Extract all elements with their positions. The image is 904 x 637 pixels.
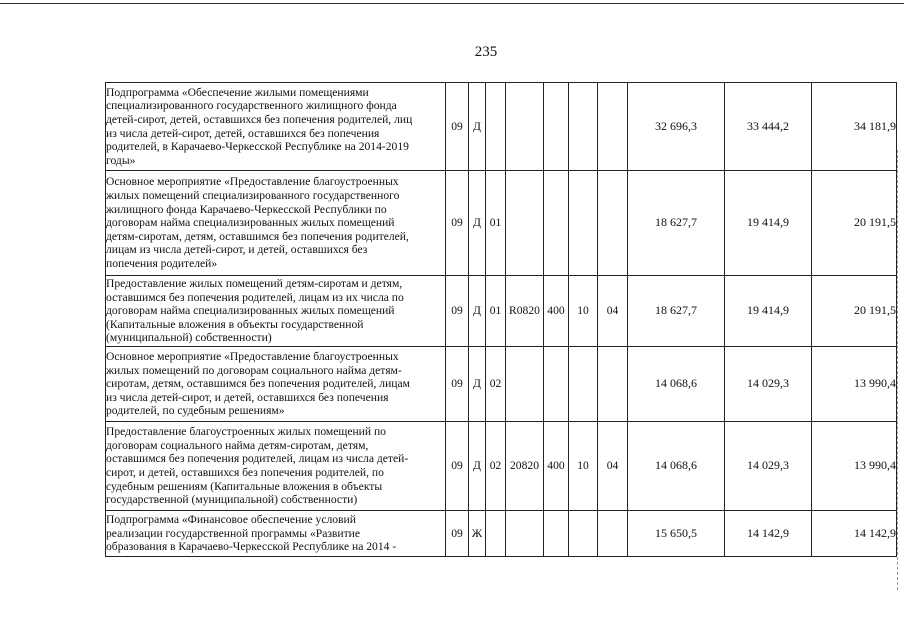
code-program: Д [469,276,486,347]
code-expense-type [544,171,569,276]
amount-year-1: 32 696,3 [628,83,725,171]
code-expense-type: 400 [544,276,569,347]
code-program: Д [469,83,486,171]
row-description: Предоставление жилых помещений детям-сиротам и детям, оставшимся без попечения родителей, лицам из их числа по договорам найма специализированных жилых помещений (Капитальные вложения в объекты государственной (муниципальной) собственности) [106,276,446,347]
amount-year-1: 14 068,6 [628,422,725,511]
code-activity [486,511,506,557]
amount-year-2: 14 029,3 [725,422,812,511]
code-direction: 20820 [506,422,544,511]
amount-year-1: 14 068,6 [628,347,725,422]
amount-year-2: 19 414,9 [725,276,812,347]
code-section: 10 [569,276,598,347]
code-direction [506,171,544,276]
amount-year-1: 18 627,7 [628,171,725,276]
code-direction: R0820 [506,276,544,347]
code-activity [486,83,506,171]
amount-year-3: 20 191,5 [812,171,897,276]
amount-year-3: 20 191,5 [812,276,897,347]
row-description: Предоставление благоустроенных жилых помещений по договорам социального найма детям-сиротам, детям, оставшимся без попечения родителей, лицам из числа детей- сирот, и детей, оставшихся без попечения родителей, по судебным решениям (Капитальные вложения в объекты государственной (муниципальной) собственности) [106,422,446,511]
code-ministry: 09 [446,83,469,171]
code-activity: 02 [486,347,506,422]
code-section [569,171,598,276]
amount-year-2: 14 142,9 [725,511,812,557]
code-direction [506,83,544,171]
code-section: 10 [569,422,598,511]
amount-year-2: 33 444,2 [725,83,812,171]
code-direction [506,511,544,557]
table-row [106,171,897,276]
page-edge-line [897,150,899,590]
top-rule [0,3,904,4]
table-row [106,347,897,422]
table-row [106,276,897,347]
code-ministry: 09 [446,511,469,557]
amount-year-2: 19 414,9 [725,171,812,276]
amount-year-3: 34 181,9 [812,83,897,171]
code-ministry: 09 [446,347,469,422]
code-program: Ж [469,511,486,557]
code-program: Д [469,422,486,511]
amount-year-2: 14 029,3 [725,347,812,422]
code-expense-type: 400 [544,422,569,511]
code-ministry: 09 [446,171,469,276]
table-row [106,511,897,557]
row-description: Подпрограмма «Обеспечение жилыми помещениями специализированного государственного жилищного фонда детей-сирот, детей, оставшихся без попечения родителей, лиц из числа детей-сирот, детей, оставшихся без попечения родителей, в Карачаево-Черкесской Республике на 2014-2019 годы» [106,83,446,171]
code-subsection: 04 [598,422,628,511]
amount-year-3: 13 990,4 [812,347,897,422]
code-section [569,347,598,422]
code-subsection [598,83,628,171]
table-row [106,83,897,171]
code-activity: 01 [486,276,506,347]
code-expense-type [544,347,569,422]
code-activity: 02 [486,422,506,511]
row-description: Основное мероприятие «Предоставление благоустроенных жилых помещений по договорам социального найма детям- сиротам, детям, оставшимся без попечения родителей, лицам из числа детей-сирот, и детей, оставшихся без попечения родителей, по судебным решениям» [106,347,446,422]
page-number: 235 [474,44,498,60]
amount-year-3: 13 990,4 [812,422,897,511]
amount-year-1: 15 650,5 [628,511,725,557]
code-ministry: 09 [446,422,469,511]
code-direction [506,347,544,422]
row-description: Подпрограмма «Финансовое обеспечение условий реализации государственной программы «Развитие образования в Карачаево-Черкесской Республике на 2014 - [106,511,446,557]
table-row [106,422,897,511]
budget-table [105,82,897,557]
code-subsection: 04 [598,276,628,347]
amount-year-3: 14 142,9 [812,511,897,557]
code-activity: 01 [486,171,506,276]
code-section [569,83,598,171]
amount-year-1: 18 627,7 [628,276,725,347]
row-description: Основное мероприятие «Предоставление благоустроенных жилых помещений специализированного государственного жилищного фонда Карачаево-Черкесской Республики по договорам найма специализированных жилых помещений детям-сиротам, детям, оставшимся без попечения родителей, лицам из числа детей-сирот, и детей, оставшихся без попечения родителей» [106,171,446,276]
code-section [569,511,598,557]
code-expense-type [544,511,569,557]
code-program: Д [469,347,486,422]
code-subsection [598,171,628,276]
code-subsection [598,347,628,422]
code-expense-type [544,83,569,171]
code-program: Д [469,171,486,276]
code-ministry: 09 [446,276,469,347]
code-subsection [598,511,628,557]
